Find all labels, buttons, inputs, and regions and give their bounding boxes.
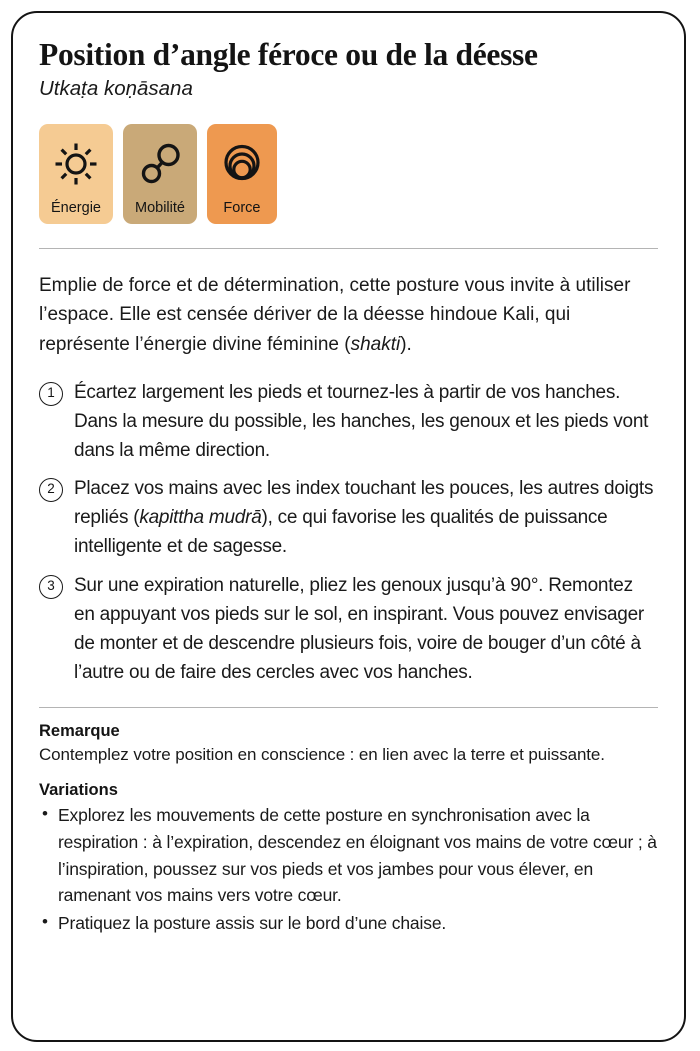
attribute-badges xyxy=(39,124,658,224)
card-content xyxy=(39,29,658,937)
variations-section xyxy=(39,781,658,936)
remark-text: Contemplez votre position en conscience : en lien avec la terre et puissante. xyxy=(39,744,605,764)
intro-text-2: ). xyxy=(400,333,412,355)
badge-label: Énergie xyxy=(51,200,101,217)
pose-card xyxy=(11,11,686,1042)
badge-energie xyxy=(39,124,113,224)
variations-heading: Variations xyxy=(39,781,118,800)
badge-label: Force xyxy=(223,200,261,217)
step-item xyxy=(39,378,658,465)
step-text-1: Placez vos mains avec les index touchant les pouces, les autres doigts repliés ( xyxy=(74,478,654,529)
variations-list xyxy=(39,802,658,936)
step-item xyxy=(39,474,658,561)
sun-icon xyxy=(53,133,99,195)
divider-bottom xyxy=(39,707,658,708)
remark-section xyxy=(39,722,658,768)
divider-top xyxy=(39,248,658,249)
step-text xyxy=(74,474,658,561)
list-item: • Explorez les mouvements de cette posture en synchronisation avec la respiration : à l’expiration, descendez en éloignant vos mains de votre cœur ; à l’inspiration, poussez sur vos pieds et vos jambes pour vous élever, en ramenant vos mains vers votre cœur. xyxy=(39,802,658,908)
step-number: 1 xyxy=(39,382,63,406)
step-number: 2 xyxy=(39,478,63,502)
badge-mobilite xyxy=(123,124,197,224)
step-text xyxy=(74,571,658,687)
intro-paragraph xyxy=(39,271,658,359)
badge-label: Mobilité xyxy=(134,200,185,217)
remark-heading: Remarque xyxy=(39,721,120,740)
concentric-rings-icon xyxy=(219,133,265,195)
step-text-2: ), ce qui favorise les qualités de puissance intelligente et de sagesse. xyxy=(74,507,608,558)
step-text xyxy=(74,378,658,465)
step-text-1: Écartez largement les pieds et tournez-les à partir de vos hanches. Dans la mesure du possible, les hanches, les genoux et les pieds vont dans la même direction. xyxy=(74,382,649,462)
sanskrit-subtitle: Utkaṭa koṇāsana xyxy=(39,77,193,101)
badge-force xyxy=(207,124,277,224)
page-title: Position d’angle féroce ou de la déesse xyxy=(39,37,538,72)
steps-list xyxy=(39,378,658,687)
step-text-1: Sur une expiration naturelle, pliez les genoux jusqu’à 90°. Remontez en appuyant vos pieds sur le sol, en inspirant. Vous pouvez envisager de monter et de descendre plusieurs fois, voire de bouger d’un côté à l’autre ou de faire des cercles avec vos hanches. xyxy=(74,574,645,683)
intro-emphasis: shakti xyxy=(350,333,401,355)
step-number: 3 xyxy=(39,575,63,599)
step-item xyxy=(39,571,658,687)
intro-text-1: Emplie de force et de détermination, cette posture vous invite à utiliser l’espace. Elle est censée dériver de la déesse hindoue Kali, qui représente l’énergie divine féminine ( xyxy=(39,274,631,355)
connected-nodes-icon xyxy=(137,133,183,195)
step-emphasis: kapittha mudrā xyxy=(139,507,262,529)
list-item: • Pratiquez la posture assis sur le bord d’une chaise. xyxy=(39,910,658,937)
